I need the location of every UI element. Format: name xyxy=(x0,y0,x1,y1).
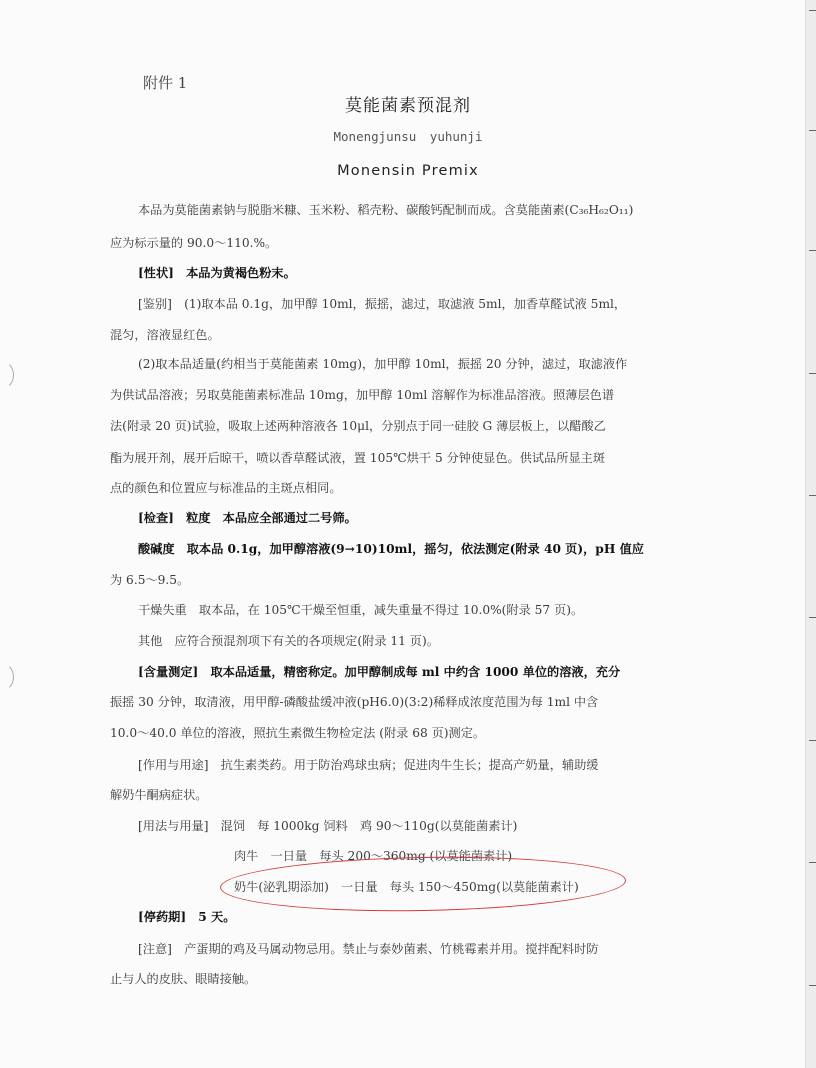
edge-tick xyxy=(809,617,816,618)
pinyin-title: Monengjunsu yuhunji xyxy=(333,129,483,144)
edge-tick xyxy=(809,495,816,496)
body-line: [注意] 产蛋期的鸡及马属动物忌用。禁止与泰妙菌素、竹桃霉素并用。搅拌配料时防 xyxy=(138,942,599,956)
body-line: [作用与用途] 抗生素类药。用于防治鸡球虫病；促进肉牛生长；提高产奶量，辅助缓 xyxy=(138,758,599,772)
body-line: 解奶牛酮病症状。 xyxy=(110,788,208,802)
body-line: 10.0～40.0 单位的溶液，照抗生素微生物检定法 (附录 68 页)测定。 xyxy=(110,726,486,740)
body-line: 应为标示量的 90.0～110.%。 xyxy=(110,236,278,250)
edge-tick xyxy=(809,985,816,986)
body-line: 法(附录 20 页)试验，吸取上述两种溶液各 10μl，分别点于同一硅胶 G 薄层板上，以醋酸乙 xyxy=(110,419,606,433)
body-line: 肉牛 一日量 每头 200～360mg (以莫能菌素计) xyxy=(234,849,513,863)
edge-tick xyxy=(809,740,816,741)
body-line: [检查] 粒度 本品应全部通过二号筛。 xyxy=(138,511,357,525)
attachment-label: 附件 1 xyxy=(143,74,188,92)
edge-tick xyxy=(809,250,816,251)
highlighted-dosage-line: 奶牛(泌乳期添加) 一日量 每头 150～450mg(以莫能菌素计) xyxy=(234,880,579,894)
body-line: [含量测定] 取本品适量，精密称定。加甲醇制成每 ml 中约含 1000 单位的溶液，充分 xyxy=(138,665,621,679)
body-line: 混匀，溶液显红色。 xyxy=(110,328,220,342)
body-line: 酸碱度 取本品 0.1g，加甲醇溶液(9→10)10ml，摇匀，依法测定(附录 40 页)，pH 值应 xyxy=(138,542,644,556)
scan-edge xyxy=(805,0,816,1068)
body-line: 酯为展开剂，展开后晾干，喷以香草醛试液，置 105℃烘干 5 分钟使显色。供试品所显主斑 xyxy=(110,451,606,465)
body-line: [用法与用量] 混饲 每 1000kg 饲料 鸡 90～110g(以莫能菌素计) xyxy=(138,819,518,833)
body-line: (2)取本品适量(约相当于莫能菌素 10mg)，加甲醇 10ml，振摇 20 分钟，滤过，取滤液作 xyxy=(138,357,628,371)
body-line: [停药期] 5 天。 xyxy=(138,910,236,924)
english-title: Monensin Premix xyxy=(337,163,479,179)
body-line: 点的颜色和位置应与标准品的主斑点相同。 xyxy=(110,481,342,495)
body-line: 其他 应符合预混剂项下有关的各项规定(附录 11 页)。 xyxy=(138,634,439,648)
body-line: [性状] 本品为黄褐色粉末。 xyxy=(138,266,296,280)
body-line: 干燥失重 取本品，在 105℃干燥至恒重，减失重量不得过 10.0%(附录 57 页)。 xyxy=(138,603,584,617)
document-title: 莫能菌素预混剂 xyxy=(345,96,471,116)
punch-hole-mark xyxy=(0,662,14,692)
body-line: 本品为莫能菌素钠与脱脂米糠、玉米粉、稻壳粉、碳酸钙配制而成。含莫能菌素(C₃₆H₆₂O₁₁) xyxy=(138,203,634,217)
body-line: 振摇 30 分钟，取清液，用甲醇-磷酸盐缓冲液(pH6.0)(3:2)稀释成浓度范围为每 1ml 中含 xyxy=(110,695,599,709)
body-line: [鉴别] (1)取本品 0.1g，加甲醇 10ml，振摇，滤过，取滤液 5ml，加香草醛试液 5ml， xyxy=(138,297,627,311)
edge-tick xyxy=(809,10,816,11)
edge-tick xyxy=(809,862,816,863)
punch-hole-mark xyxy=(0,360,14,390)
body-line: 为 6.5～9.5。 xyxy=(110,573,190,587)
body-line: 止与人的皮肤、眼睛接触。 xyxy=(110,972,257,986)
edge-tick xyxy=(809,373,816,374)
body-line: 为供试品溶液；另取莫能菌素标准品 10mg，加甲醇 10ml 溶解作为标准品溶液。照薄层色谱 xyxy=(110,388,615,402)
